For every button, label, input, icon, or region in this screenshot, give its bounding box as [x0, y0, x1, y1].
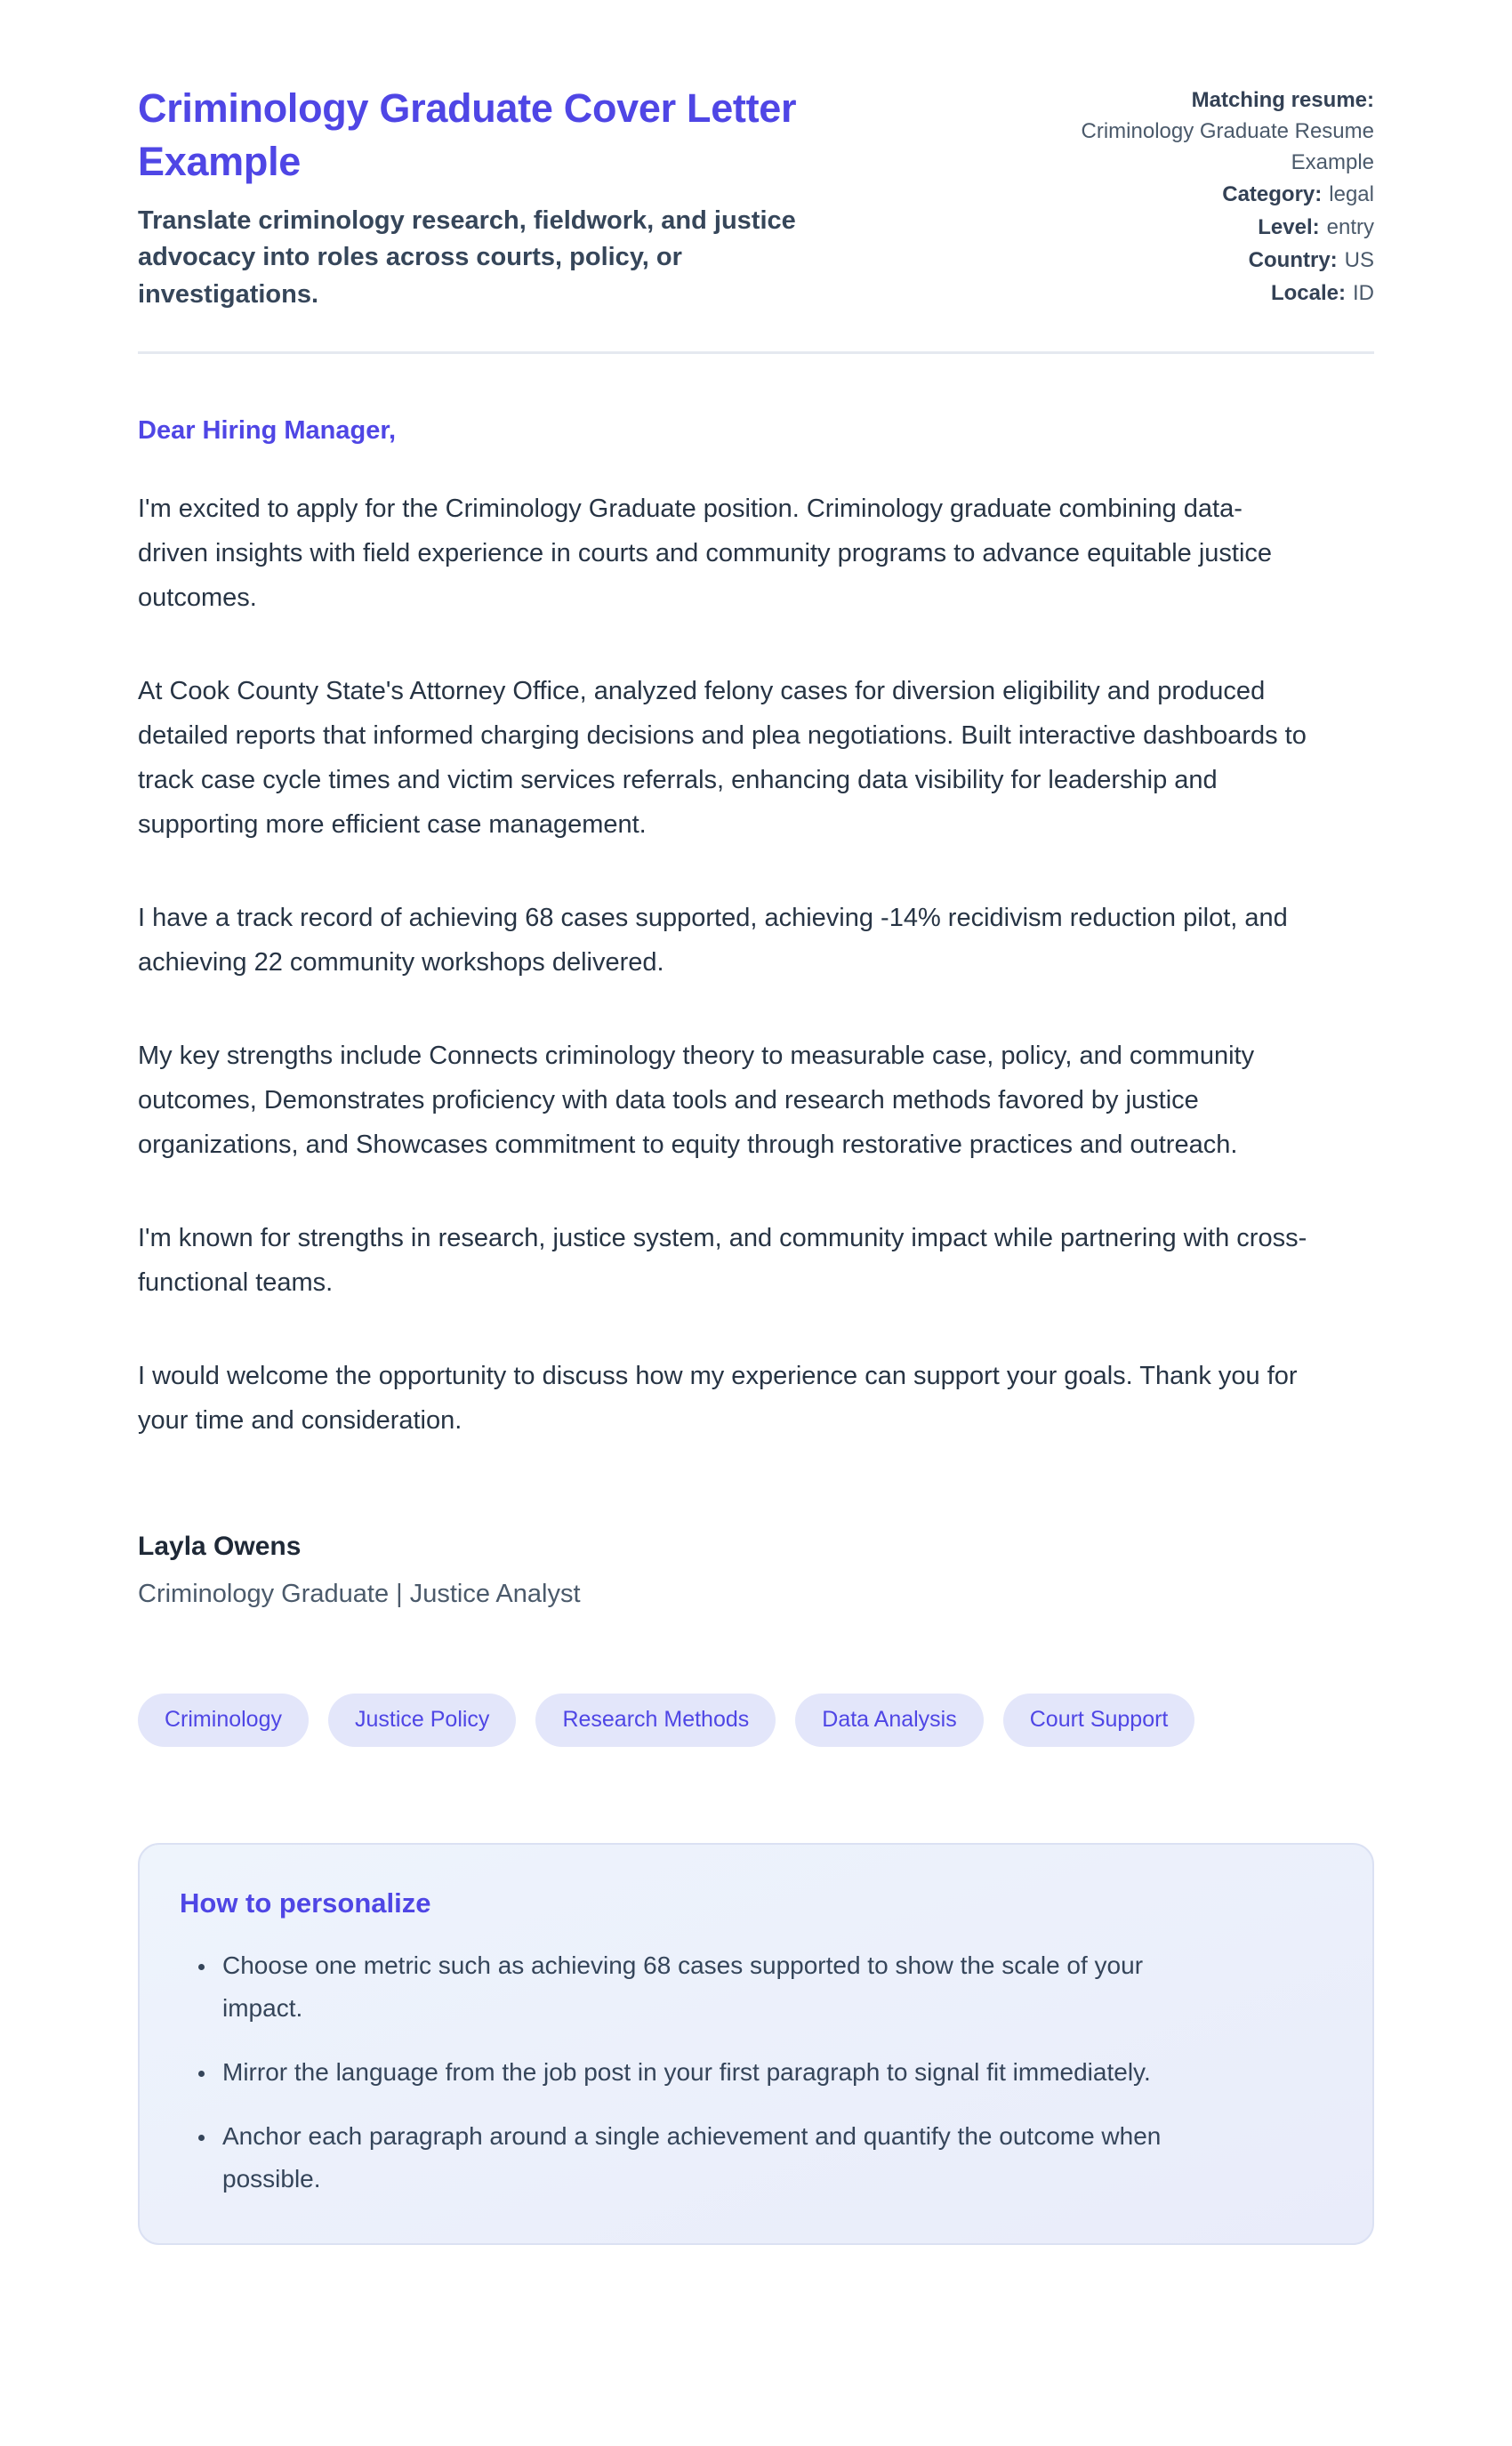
header-divider [138, 351, 1374, 354]
tag-criminology[interactable]: Criminology [138, 1694, 309, 1747]
tag-research-methods[interactable]: Research Methods [535, 1694, 776, 1747]
matching-resume-value: Criminology Graduate Resume Example [1081, 118, 1374, 174]
meta-value-country: US [1344, 247, 1374, 272]
signature-role: Criminology Graduate | Justice Analyst [138, 1579, 581, 1608]
personalize-tip-2: • Mirror the language from the job post in your first paragraph to signal fit immediately. [217, 2051, 1201, 2094]
letter-paragraph-1: I'm excited to apply for the Criminology Graduate position. Criminology graduate combining data-driven insights with field experience in courts and community programs to advance equitable justice outcomes. [138, 494, 1273, 612]
meta-value-locale: ID [1353, 280, 1374, 305]
page-title: Criminology Graduate Cover Letter Example [138, 85, 797, 184]
tag-court-support[interactable]: Court Support [1003, 1694, 1195, 1747]
meta-label-level: Level: [1258, 215, 1320, 240]
meta-row-category [1081, 180, 1374, 211]
page-subtitle: Translate criminology research, fieldwork, and justice advocacy into roles across courts, policy, or investigations. [138, 205, 796, 310]
personalize-panel [138, 1843, 1374, 2245]
meta-label-locale: Locale: [1270, 280, 1346, 305]
tag-justice-policy[interactable]: Justice Policy [328, 1694, 516, 1747]
letter-paragraph-6: I would welcome the opportunity to discuss how my experience can support your goals. Thank you for your time and consideration. [138, 1361, 1298, 1435]
meta-value-level: entry [1326, 215, 1374, 240]
letter-paragraph-5: I'm known for strengths in research, justice system, and community impact while partnering with cross-functional teams. [138, 1223, 1307, 1297]
signature-name: Layla Owens [138, 1531, 302, 1561]
tag-data-analysis[interactable]: Data Analysis [795, 1694, 983, 1747]
header [138, 82, 1374, 314]
meta-value-category: legal [1329, 182, 1374, 207]
tag-list [138, 1694, 1374, 1747]
personalize-tip-list [180, 1944, 1323, 2201]
matching-resume-label: Matching resume: [1191, 88, 1374, 112]
personalize-heading: How to personalize [180, 1887, 431, 1919]
meta-label-country: Country: [1248, 247, 1338, 272]
meta-row-country [1081, 245, 1374, 277]
personalize-tip-1: • Choose one metric such as achieving 68 cases supported to show the scale of your impact. [217, 1944, 1201, 2030]
salutation: Dear Hiring Manager, [138, 415, 397, 445]
meta-row-locale [1081, 278, 1374, 310]
letter-paragraph-3: I have a track record of achieving 68 cases supported, achieving -14% recidivism reduction pilot, and achieving 22 community workshops delivered. [138, 903, 1288, 977]
signature-block [138, 1532, 1374, 1609]
meta-row-level [1081, 213, 1374, 244]
letter-paragraph-4: My key strengths include Connects criminology theory to measurable case, policy, and community outcomes, Demonstrates proficiency with data tools and research methods favored by justice organizations, and Showcases commitment to equity through restorative practices and outreach. [138, 1041, 1255, 1159]
meta-label-category: Category: [1222, 182, 1323, 207]
resume-meta [1081, 85, 1374, 310]
cover-letter-body [138, 416, 1374, 1609]
personalize-tip-3: • Anchor each paragraph around a single achievement and quantify the outcome when possible. [217, 2115, 1201, 2201]
letter-paragraph-2: At Cook County State's Attorney Office, analyzed felony cases for diversion eligibility and produced detailed reports that informed charging decisions and plea negotiations. Built interactive dashboards to track case cycle times and victim services referrals, enhancing data visibility for leadership and supporting more efficient case management. [138, 676, 1307, 839]
header-title-block [138, 82, 905, 314]
